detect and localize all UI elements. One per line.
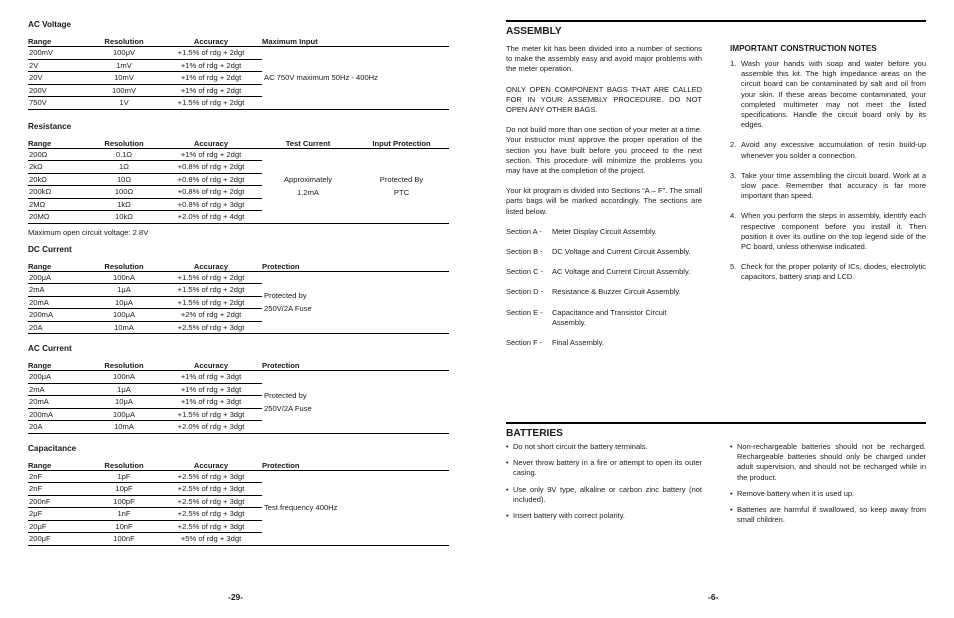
column-header: Range (28, 356, 88, 371)
protection-line-2: 250V/2A Fuse (264, 304, 312, 314)
resolution-cell: 1pF (88, 470, 160, 483)
accuracy-cell: +2.0% of rdg + 3dgt (160, 421, 262, 434)
accuracy-cell: +1% of rdg + 3dgt (160, 383, 262, 396)
bullet-text: Use only 9V type, alkaline or carbon zinc battery (not included). (513, 484, 702, 504)
range-cell: 2V (28, 59, 88, 72)
table-row (28, 271, 449, 284)
accuracy-cell: +2.5% of rdg + 3dgt (160, 520, 262, 533)
resolution-cell: 10nF (88, 520, 160, 533)
range-cell: 20A (28, 321, 88, 334)
column-header: Range (28, 456, 88, 471)
section-description: Final Assembly. (552, 338, 604, 348)
range-cell: 200Ω (28, 148, 88, 161)
note-item (730, 140, 926, 160)
note-item (730, 211, 926, 252)
section-item (506, 227, 702, 237)
protection-line-1: Protected by (264, 291, 307, 301)
range-cell: 200mA (28, 309, 88, 322)
section-description: AC Voltage and Current Circuit Assembly. (552, 267, 691, 277)
input-protection-cell (354, 148, 449, 223)
note-item (730, 59, 926, 130)
note-number: 4. (730, 211, 737, 221)
accuracy-cell: +1.5% of rdg + 3dgt (160, 408, 262, 421)
resolution-cell: 100Ω (88, 186, 160, 199)
section-item (506, 338, 702, 348)
accuracy-cell: +2.5% of rdg + 3dgt (160, 508, 262, 521)
protection-line-2: PTC (393, 187, 410, 197)
resolution-cell: 10mV (88, 72, 160, 85)
accuracy-cell: +2% of rdg + 2dgt (160, 309, 262, 322)
section-item (506, 247, 702, 257)
ac-current-table (28, 356, 449, 434)
column-header: Range (28, 134, 88, 149)
column-header: Resolution (88, 257, 160, 272)
ac-voltage-title: AC Voltage (28, 20, 72, 29)
assembly-top-rule (506, 20, 926, 22)
assembly-paragraph-2: ONLY OPEN COMPONENT BAGS THAT ARE CALLED FOR IN YOUR ASSEMBLY PROCEDURE. DO NOT OPEN ANY OTHER BAGS. (506, 84, 702, 115)
column-header: Accuracy (160, 134, 262, 149)
resolution-cell: 10mA (88, 421, 160, 434)
batteries-title: BATTERIES (506, 428, 563, 439)
accuracy-cell: +0.8% of rdg + 2dgt (160, 186, 262, 199)
range-cell: 20μF (28, 520, 88, 533)
note-text: Avoid any excessive accumulation of resin build-up whenever you solder a connection. (741, 140, 926, 160)
accuracy-cell: +1% of rdg + 2dgt (160, 59, 262, 72)
range-cell: 200μF (28, 533, 88, 546)
section-key: Section A - (506, 226, 542, 236)
capacitance-table (28, 456, 449, 546)
column-header: Resolution (88, 456, 160, 471)
column-header: Resolution (88, 134, 160, 149)
note-text: When you perform the steps in assembly, identify each respective component before you install it. Then position it over its outline on the top legend side of the PC board, unless otherwise indicated. (741, 211, 926, 252)
section-key: Section C - (506, 267, 544, 277)
accuracy-cell: +1.5% of rdg + 2dgt (160, 296, 262, 309)
bullet-dot: • (730, 488, 733, 498)
range-cell: 20kΩ (28, 173, 88, 186)
table-row (28, 148, 449, 161)
bullet-text: Batteries are harmful if swallowed, so keep away from small children. (737, 505, 926, 525)
column-header: Resolution (88, 32, 160, 47)
range-cell: 200μA (28, 371, 88, 384)
column-header: Accuracy (160, 456, 262, 471)
accuracy-cell: +2.5% of rdg + 3dgt (160, 321, 262, 334)
battery-bullet (506, 511, 702, 521)
note-text: Take your time assembling the circuit board. Work at a slow pace. Remember that accuracy is far more important than speed. (741, 170, 926, 201)
bullet-dot: • (506, 511, 509, 521)
range-cell: 2nF (28, 483, 88, 496)
range-cell: 20A (28, 421, 88, 434)
section-description: DC Voltage and Current Circuit Assembly. (552, 247, 691, 257)
resolution-cell: 1μA (88, 284, 160, 297)
bullet-text: Non-rechargeable batteries should not be recharged. Rechargeable batteries should only be charged under adult supervision, and should not be recharged while in the product. (737, 442, 926, 482)
column-header: Accuracy (160, 356, 262, 371)
resolution-cell: 1μA (88, 383, 160, 396)
battery-bullet (506, 485, 702, 505)
bullet-dot: • (506, 442, 509, 451)
range-cell: 200nF (28, 495, 88, 508)
assembly-paragraph-4: Your kit program is divided into Sections “A – F”. The small parts bags will be marked accordingly. The sections are listed below. (506, 186, 702, 216)
resolution-cell: 10mA (88, 321, 160, 334)
bullet-dot: • (730, 505, 733, 515)
column-header: Accuracy (160, 257, 262, 272)
spec-page (28, 20, 449, 546)
resolution-cell: 0.1Ω (88, 148, 160, 161)
ac-voltage-table (28, 32, 449, 110)
max-input-cell: AC 750V maximum 50Hz - 400Hz (262, 47, 449, 110)
resolution-cell: 1Ω (88, 161, 160, 174)
range-cell: 20mA (28, 296, 88, 309)
resolution-cell: 100nA (88, 371, 160, 384)
column-header: Protection (262, 257, 449, 272)
batteries-top-rule (506, 422, 926, 424)
test-current-line-1: Approximately (283, 174, 333, 184)
section-description: Resistance & Buzzer Circuit Assembly. (552, 287, 681, 297)
page-number-left: -29- (228, 592, 244, 602)
resolution-cell: 1V (88, 97, 160, 110)
range-cell: 20mA (28, 396, 88, 409)
battery-bullet (730, 442, 926, 483)
resolution-cell: 100mV (88, 84, 160, 97)
note-item (730, 171, 926, 202)
accuracy-cell: +1% of rdg + 2dgt (160, 84, 262, 97)
resolution-cell: 100μA (88, 309, 160, 322)
test-current-cell (262, 148, 354, 223)
section-description: Meter Display Circuit Assembly. (552, 226, 657, 236)
accuracy-cell: +1.5% of rdg + 2dgt (160, 47, 262, 60)
protection-line-1: Protected by (264, 390, 307, 400)
batteries-list-left (506, 442, 702, 521)
accuracy-cell: +1.5% of rdg + 2dgt (160, 271, 262, 284)
protection-cell (262, 371, 449, 434)
note-number: 1. (730, 59, 737, 68)
assembly-page (506, 20, 926, 525)
note-number: 5. (730, 262, 737, 272)
column-header: Range (28, 32, 88, 47)
section-list (506, 227, 702, 348)
protection-line-1: Protected By (379, 174, 424, 184)
notes-list (730, 59, 926, 283)
resolution-cell: 100μV (88, 47, 160, 60)
range-cell: 200mA (28, 408, 88, 421)
bullet-text: Remove battery when it is used up. (737, 488, 855, 498)
accuracy-cell: +0.8% of rdg + 2dgt (160, 173, 262, 186)
section-key: Section B - (506, 247, 543, 257)
assembly-title: ASSEMBLY (506, 26, 562, 38)
resolution-cell: 10kΩ (88, 211, 160, 224)
accuracy-cell: +1% of rdg + 2dgt (160, 148, 262, 161)
column-header: Maximum Input (262, 32, 449, 47)
range-cell: 2μF (28, 508, 88, 521)
construction-notes (730, 44, 926, 283)
bullet-text: Insert battery with correct polarity. (513, 511, 625, 521)
section-key: Section E - (506, 307, 543, 317)
column-header: Range (28, 257, 88, 272)
battery-bullet (506, 458, 702, 478)
accuracy-cell: +1.5% of rdg + 2dgt (160, 97, 262, 110)
column-header: Accuracy (160, 32, 262, 47)
accuracy-cell: +2.5% of rdg + 3dgt (160, 470, 262, 483)
battery-bullet (506, 442, 702, 452)
page-number-right: -6- (708, 592, 719, 602)
resistance-table (28, 134, 449, 224)
section-item (506, 287, 702, 297)
resolution-cell: 1kΩ (88, 198, 160, 211)
section-key: Section D - (506, 287, 544, 297)
range-cell: 20V (28, 72, 88, 85)
ac-current-title: AC Current (28, 344, 72, 353)
resolution-cell: 100nF (88, 533, 160, 546)
note-number: 2. (730, 140, 737, 150)
accuracy-cell: +1% of rdg + 3dgt (160, 371, 262, 384)
range-cell: 200mV (28, 47, 88, 60)
range-cell: 2mA (28, 383, 88, 396)
resolution-cell: 1nF (88, 508, 160, 521)
bullet-dot: • (506, 458, 509, 468)
range-cell: 200kΩ (28, 186, 88, 199)
test-current-line-2: 1.2mA (297, 187, 319, 197)
resolution-cell: 10μA (88, 296, 160, 309)
range-cell: 20MΩ (28, 211, 88, 224)
resolution-cell: 10Ω (88, 173, 160, 186)
range-cell: 750V (28, 97, 88, 110)
accuracy-cell: +0.8% of rdg + 2dgt (160, 161, 262, 174)
accuracy-cell: +2.5% of rdg + 3dgt (160, 495, 262, 508)
note-text: Wash your hands with soap and water before you assemble this kit. The high impedance areas on the circuit board can be contaminated by salt and oil from your skin. If these areas become contaminated, your completed multimeter may not meet the listed specifications. Handle the circuit board only by its edges. (741, 59, 926, 130)
open-circuit-note: Maximum open circuit voltage: 2.8V (28, 227, 149, 237)
column-header: Input Protection (354, 134, 449, 149)
section-description: Capacitance and Transistor Circuit Assembly. (552, 307, 667, 327)
accuracy-cell: +1.5% of rdg + 2dgt (160, 284, 262, 297)
range-cell: 2mA (28, 284, 88, 297)
bullet-text: Never throw battery in a fire or attempt to open its outer casing. (513, 458, 702, 478)
resolution-cell: 1mV (88, 59, 160, 72)
note-number: 3. (730, 170, 737, 180)
accuracy-cell: +2.5% of rdg + 3dgt (160, 483, 262, 496)
battery-bullet (730, 489, 926, 499)
range-cell: 2nF (28, 470, 88, 483)
accuracy-cell: +2.0% of rdg + 4dgt (160, 211, 262, 224)
battery-bullet (730, 505, 926, 525)
section-item (506, 308, 702, 328)
protection-cell (262, 271, 449, 334)
notes-title: IMPORTANT CONSTRUCTION NOTES (730, 44, 877, 53)
range-cell: 2kΩ (28, 161, 88, 174)
table-row (28, 47, 449, 60)
bullet-dot: • (506, 484, 509, 494)
column-header: Resolution (88, 356, 160, 371)
note-text: Check for the proper polarity of ICs, diodes, electrolytic capacitors, battery snap and LCD. (741, 262, 926, 282)
column-header: Protection (262, 356, 449, 371)
column-header: Test Current (262, 134, 354, 149)
resolution-cell: 100nA (88, 271, 160, 284)
assembly-text-column (506, 44, 702, 348)
accuracy-cell: +5% of rdg + 3dgt (160, 533, 262, 546)
accuracy-cell: +0.8% of rdg + 3dgt (160, 198, 262, 211)
resistance-title: Resistance (28, 121, 72, 131)
accuracy-cell: +1% of rdg + 3dgt (160, 396, 262, 409)
assembly-paragraph-1: The meter kit has been divided into a number of sections to make the assembly easy and avoid major problems with the meter operation. (506, 44, 702, 74)
table-row (28, 371, 449, 384)
dc-current-title: DC Current (28, 244, 72, 254)
section-item (506, 267, 702, 277)
table-row (28, 470, 449, 483)
assembly-paragraph-3: Do not build more than one section of your meter at a time. Your instructor must approve the proper operation of the section you have built before you proceed to the next section. This procedure will minimize the problems you may have at the completion of the project. (506, 125, 702, 176)
section-key: Section F - (506, 338, 543, 348)
note-item (730, 262, 926, 282)
bullet-dot: • (730, 442, 733, 451)
bullet-text: Do not short circuit the battery terminals. (513, 442, 648, 451)
dc-current-table (28, 257, 449, 335)
range-cell: 200μA (28, 271, 88, 284)
protection-cell: Test frequency 400Hz (262, 470, 449, 545)
capacitance-title: Capacitance (28, 443, 77, 453)
column-header: Protection (262, 456, 449, 471)
resolution-cell: 10μA (88, 396, 160, 409)
range-cell: 200V (28, 84, 88, 97)
resolution-cell: 100pF (88, 495, 160, 508)
protection-line-2: 250V/2A Fuse (264, 403, 312, 413)
resolution-cell: 100μA (88, 408, 160, 421)
resolution-cell: 10pF (88, 483, 160, 496)
batteries-list-right (730, 442, 926, 525)
range-cell: 2MΩ (28, 198, 88, 211)
accuracy-cell: +1% of rdg + 2dgt (160, 72, 262, 85)
